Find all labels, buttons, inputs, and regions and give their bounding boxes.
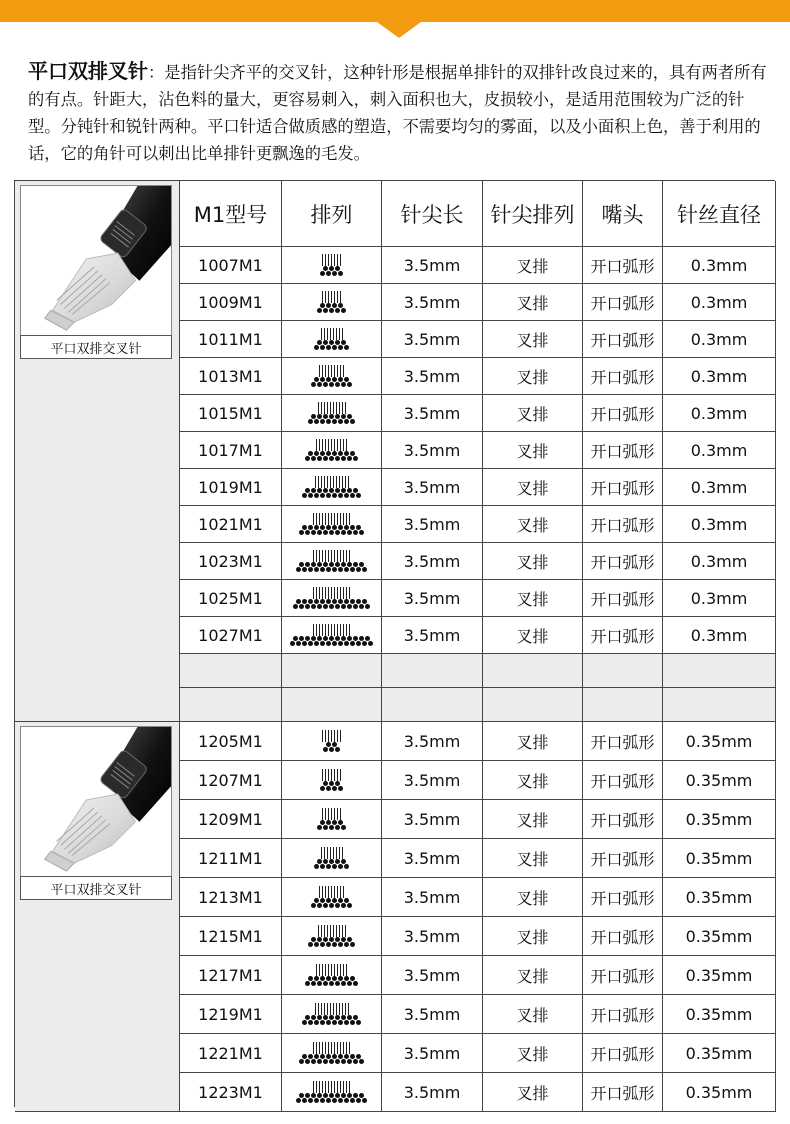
tip-shape-cell-text: 开口弧形 — [590, 367, 655, 387]
tip-arrangement-cell-text: 叉排 — [516, 1005, 549, 1025]
empty-cell — [483, 654, 583, 688]
diameter-cell — [663, 543, 776, 580]
diameter-cell-text: 0.3mm — [690, 255, 748, 275]
diameter-cell — [663, 432, 776, 469]
needle-cartridge-image — [20, 726, 172, 878]
tip-shape-cell-text: 开口弧形 — [590, 771, 655, 791]
model-cell — [180, 506, 282, 543]
diameter-cell-text: 0.3mm — [690, 625, 748, 645]
tip-arrangement-cell-text: 叉排 — [516, 552, 549, 572]
tip-shape-cell — [583, 1073, 663, 1112]
arrangement-cell — [282, 878, 382, 917]
tip-shape-cell-text: 开口弧形 — [590, 478, 655, 498]
empty-cell — [282, 688, 382, 722]
tip-arrangement-cell-text: 叉排 — [516, 589, 549, 609]
arrangement-cell — [282, 1073, 382, 1112]
diameter-cell — [663, 395, 776, 432]
tip-shape-cell — [583, 358, 663, 395]
arrangement-cell — [282, 469, 382, 506]
diameter-cell — [663, 506, 776, 543]
needle-arrangement-icon — [305, 439, 359, 461]
empty-cell — [180, 654, 282, 688]
tip-arrangement-cell — [483, 432, 583, 469]
arrangement-cell — [282, 800, 382, 839]
needle-arrangement-icon — [311, 886, 353, 908]
tip-shape-cell-text: 开口弧形 — [590, 256, 655, 276]
tip-arrangement-cell — [483, 878, 583, 917]
length-cell-text: 3.5mm — [403, 887, 461, 907]
diameter-cell-text: 0.3mm — [690, 477, 748, 497]
model-cell-text: 1211M1 — [198, 848, 263, 868]
needle-arrangement-icon — [311, 365, 353, 387]
arrangement-cell — [282, 543, 382, 580]
tip-arrangement-cell-text: 叉排 — [516, 1044, 549, 1064]
diameter-cell-text: 0.3mm — [690, 403, 748, 423]
tip-arrangement-cell — [483, 995, 583, 1034]
length-cell — [382, 469, 483, 506]
diameter-cell — [663, 956, 776, 995]
length-cell — [382, 917, 483, 956]
model-cell-text: 1219M1 — [198, 1004, 263, 1024]
tip-arrangement-cell-text: 叉排 — [516, 478, 549, 498]
diameter-cell-text: 0.35mm — [685, 809, 753, 829]
tip-shape-cell-text: 开口弧形 — [590, 441, 655, 461]
arrangement-cell — [282, 580, 382, 617]
tip-arrangement-cell-text: 叉排 — [516, 256, 549, 276]
length-cell-text: 3.5mm — [403, 1004, 461, 1024]
tip-arrangement-cell — [483, 580, 583, 617]
length-cell-text: 3.5mm — [403, 1043, 461, 1063]
needle-cartridge-image — [20, 185, 172, 337]
column-header-4-text: 嘴头 — [601, 202, 644, 227]
column-header-0 — [180, 181, 282, 247]
model-cell — [180, 432, 282, 469]
needle-arrangement-icon — [293, 587, 371, 609]
tip-shape-cell — [583, 284, 663, 321]
diameter-cell-text: 0.3mm — [690, 588, 748, 608]
length-cell-text: 3.5mm — [403, 731, 461, 751]
length-cell — [382, 1034, 483, 1073]
diameter-cell — [663, 1073, 776, 1112]
table-grid — [14, 180, 775, 1107]
model-cell — [180, 878, 282, 917]
length-cell-text: 3.5mm — [403, 514, 461, 534]
tip-shape-cell — [583, 469, 663, 506]
model-cell — [180, 722, 282, 761]
tip-arrangement-cell — [483, 917, 583, 956]
model-cell — [180, 580, 282, 617]
tip-shape-cell — [583, 432, 663, 469]
empty-cell — [583, 688, 663, 722]
arrangement-cell — [282, 284, 382, 321]
column-header-2-text: 针尖长 — [400, 202, 464, 227]
diameter-cell — [663, 321, 776, 358]
empty-cell — [382, 654, 483, 688]
empty-cell — [663, 688, 776, 722]
arrangement-cell — [282, 1034, 382, 1073]
diameter-cell — [663, 761, 776, 800]
arrangement-cell — [282, 761, 382, 800]
model-cell-text: 1009M1 — [198, 292, 263, 312]
diameter-cell — [663, 800, 776, 839]
tip-shape-cell-text: 开口弧形 — [590, 626, 655, 646]
empty-cell — [663, 654, 776, 688]
arrangement-cell — [282, 956, 382, 995]
model-cell — [180, 995, 282, 1034]
needle-arrangement-icon — [317, 291, 347, 313]
length-cell — [382, 995, 483, 1034]
length-cell — [382, 878, 483, 917]
model-cell-text: 1223M1 — [198, 1082, 263, 1102]
diameter-cell-text: 0.35mm — [685, 1082, 753, 1102]
model-cell — [180, 761, 282, 800]
model-cell — [180, 617, 282, 654]
tip-arrangement-cell-text: 叉排 — [516, 404, 549, 424]
model-cell — [180, 543, 282, 580]
needle-arrangement-icon — [321, 730, 342, 752]
tip-arrangement-cell — [483, 321, 583, 358]
tip-shape-cell — [583, 995, 663, 1034]
empty-cell — [180, 688, 282, 722]
model-cell-text: 1015M1 — [198, 403, 263, 423]
needle-arrangement-icon — [296, 1081, 368, 1103]
tip-shape-cell — [583, 395, 663, 432]
tip-shape-cell — [583, 617, 663, 654]
banner-arrow — [377, 22, 421, 38]
model-cell-text: 1213M1 — [198, 887, 263, 907]
model-cell — [180, 1034, 282, 1073]
model-cell-text: 1007M1 — [198, 255, 263, 275]
arrangement-cell — [282, 839, 382, 878]
tip-arrangement-cell-text: 叉排 — [516, 515, 549, 535]
model-cell — [180, 247, 282, 284]
product-image-cell — [15, 722, 180, 1112]
tip-arrangement-cell-text: 叉排 — [516, 732, 549, 752]
tip-shape-cell — [583, 247, 663, 284]
tip-arrangement-cell — [483, 761, 583, 800]
diameter-cell-text: 0.3mm — [690, 440, 748, 460]
needle-arrangement-icon — [302, 1003, 362, 1025]
tip-shape-cell — [583, 839, 663, 878]
tip-arrangement-cell-text: 叉排 — [516, 367, 549, 387]
length-cell-text: 3.5mm — [403, 848, 461, 868]
model-cell-text: 1011M1 — [198, 329, 263, 349]
tip-arrangement-cell-text: 叉排 — [516, 626, 549, 646]
length-cell-text: 3.5mm — [403, 255, 461, 275]
column-header-5 — [663, 181, 776, 247]
tip-shape-cell-text: 开口弧形 — [590, 888, 655, 908]
diameter-cell — [663, 722, 776, 761]
length-cell-text: 3.5mm — [403, 770, 461, 790]
tip-arrangement-cell-text: 叉排 — [516, 330, 549, 350]
diameter-cell — [663, 878, 776, 917]
tip-shape-cell-text: 开口弧形 — [590, 515, 655, 535]
column-header-5-text: 针丝直径 — [677, 202, 761, 227]
length-cell-text: 3.5mm — [403, 292, 461, 312]
model-cell-text: 1017M1 — [198, 440, 263, 460]
diameter-cell — [663, 358, 776, 395]
tip-shape-cell — [583, 722, 663, 761]
model-cell — [180, 800, 282, 839]
needle-arrangement-icon — [308, 402, 356, 424]
tip-arrangement-cell — [483, 956, 583, 995]
tip-shape-cell-text: 开口弧形 — [590, 849, 655, 869]
model-cell — [180, 917, 282, 956]
tip-shape-cell-text: 开口弧形 — [590, 966, 655, 986]
diameter-cell — [663, 284, 776, 321]
arrangement-cell — [282, 995, 382, 1034]
length-cell-text: 3.5mm — [403, 551, 461, 571]
length-cell-text: 3.5mm — [403, 625, 461, 645]
tip-shape-cell — [583, 543, 663, 580]
product-caption: 平口双排交叉针 — [20, 876, 172, 900]
diameter-cell — [663, 580, 776, 617]
column-header-3-text: 针尖排列 — [490, 202, 575, 227]
tip-shape-cell — [583, 506, 663, 543]
model-cell-text: 1019M1 — [198, 477, 263, 497]
diameter-cell-text: 0.3mm — [690, 329, 748, 349]
tip-shape-cell — [583, 761, 663, 800]
length-cell-text: 3.5mm — [403, 926, 461, 946]
length-cell — [382, 284, 483, 321]
tip-arrangement-cell-text: 叉排 — [516, 1083, 549, 1103]
length-cell-text: 3.5mm — [403, 403, 461, 423]
length-cell — [382, 321, 483, 358]
diameter-cell-text: 0.3mm — [690, 551, 748, 571]
tip-arrangement-cell — [483, 469, 583, 506]
arrangement-cell — [282, 395, 382, 432]
diameter-cell-text: 0.35mm — [685, 1004, 753, 1024]
empty-cell — [282, 654, 382, 688]
tip-arrangement-cell — [483, 1073, 583, 1112]
model-cell — [180, 839, 282, 878]
intro-title: 平口双排叉针 — [28, 59, 148, 83]
model-cell-text: 1221M1 — [198, 1043, 263, 1063]
length-cell — [382, 617, 483, 654]
length-cell-text: 3.5mm — [403, 329, 461, 349]
model-cell-text: 1021M1 — [198, 514, 263, 534]
arrangement-cell — [282, 617, 382, 654]
column-header-1-text: 排列 — [310, 202, 353, 227]
column-header-2 — [382, 181, 483, 247]
tip-arrangement-cell — [483, 1034, 583, 1073]
tip-arrangement-cell-text: 叉排 — [516, 810, 549, 830]
tip-arrangement-cell-text: 叉排 — [516, 771, 549, 791]
tip-shape-cell — [583, 800, 663, 839]
model-cell-text: 1025M1 — [198, 588, 263, 608]
arrangement-cell — [282, 917, 382, 956]
diameter-cell — [663, 1034, 776, 1073]
tip-shape-cell-text: 开口弧形 — [590, 1044, 655, 1064]
diameter-cell — [663, 917, 776, 956]
length-cell-text: 3.5mm — [403, 588, 461, 608]
model-cell-text: 1027M1 — [198, 625, 263, 645]
tip-arrangement-cell — [483, 284, 583, 321]
model-cell-text: 1205M1 — [198, 731, 263, 751]
empty-cell — [483, 688, 583, 722]
column-header-4 — [583, 181, 663, 247]
length-cell-text: 3.5mm — [403, 440, 461, 460]
diameter-cell — [663, 247, 776, 284]
tip-shape-cell-text: 开口弧形 — [590, 810, 655, 830]
length-cell — [382, 956, 483, 995]
arrangement-cell — [282, 722, 382, 761]
diameter-cell-text: 0.35mm — [685, 887, 753, 907]
diameter-cell — [663, 469, 776, 506]
intro-paragraph — [28, 58, 773, 167]
product-caption: 平口双排交叉针 — [20, 335, 172, 359]
length-cell — [382, 358, 483, 395]
length-cell — [382, 761, 483, 800]
tip-shape-cell — [583, 956, 663, 995]
length-cell — [382, 543, 483, 580]
model-cell — [180, 321, 282, 358]
intro-text: ：是指针尖齐平的交叉针，这种针形是根据单排针的双排针改良过来的，具有两者所有的有点。针距大，沾色料的量大，更容易刺入，刺入面积也大，皮损较小，是适用范围较为广泛的针型。分钝针和锐针两种。平口针适合做质感的塑造，不需要均匀的雾面，以及小面积上色，善于利用的话，它的角针可以刺出比单排针更飘逸的毛发。 — [28, 63, 767, 163]
diameter-cell — [663, 995, 776, 1034]
length-cell-text: 3.5mm — [403, 965, 461, 985]
model-cell-text: 1217M1 — [198, 965, 263, 985]
tip-shape-cell-text: 开口弧形 — [590, 330, 655, 350]
length-cell — [382, 395, 483, 432]
tip-shape-cell-text: 开口弧形 — [590, 589, 655, 609]
tip-shape-cell — [583, 878, 663, 917]
length-cell — [382, 839, 483, 878]
length-cell-text: 3.5mm — [403, 809, 461, 829]
model-cell — [180, 956, 282, 995]
tip-shape-cell — [583, 1034, 663, 1073]
diameter-cell-text: 0.35mm — [685, 731, 753, 751]
length-cell-text: 3.5mm — [403, 1082, 461, 1102]
length-cell — [382, 432, 483, 469]
tip-shape-cell-text: 开口弧形 — [590, 293, 655, 313]
diameter-cell — [663, 839, 776, 878]
tip-arrangement-cell — [483, 543, 583, 580]
model-cell — [180, 284, 282, 321]
length-cell — [382, 722, 483, 761]
needle-arrangement-icon — [320, 769, 344, 791]
arrangement-cell — [282, 432, 382, 469]
tip-shape-cell-text: 开口弧形 — [590, 732, 655, 752]
needle-arrangement-icon — [290, 624, 374, 646]
length-cell — [382, 580, 483, 617]
tip-arrangement-cell — [483, 506, 583, 543]
diameter-cell-text: 0.3mm — [690, 366, 748, 386]
model-cell — [180, 1073, 282, 1112]
model-cell — [180, 358, 282, 395]
tip-shape-cell — [583, 321, 663, 358]
needle-arrangement-icon — [317, 808, 347, 830]
length-cell — [382, 506, 483, 543]
needle-arrangement-icon — [320, 254, 344, 276]
arrangement-cell — [282, 506, 382, 543]
tip-arrangement-cell-text: 叉排 — [516, 888, 549, 908]
model-cell-text: 1215M1 — [198, 926, 263, 946]
tip-arrangement-cell-text: 叉排 — [516, 293, 549, 313]
model-cell-text: 1209M1 — [198, 809, 263, 829]
model-cell — [180, 469, 282, 506]
diameter-cell-text: 0.3mm — [690, 292, 748, 312]
model-cell-text: 1013M1 — [198, 366, 263, 386]
model-cell — [180, 395, 282, 432]
model-cell-text: 1207M1 — [198, 770, 263, 790]
empty-cell — [583, 654, 663, 688]
top-banner — [0, 0, 790, 22]
arrangement-cell — [282, 247, 382, 284]
tip-arrangement-cell-text: 叉排 — [516, 966, 549, 986]
tip-shape-cell — [583, 580, 663, 617]
diameter-cell-text: 0.35mm — [685, 965, 753, 985]
product-image-cell — [15, 181, 180, 722]
diameter-cell — [663, 617, 776, 654]
tip-arrangement-cell — [483, 358, 583, 395]
diameter-cell-text: 0.35mm — [685, 1043, 753, 1063]
needle-arrangement-icon — [299, 1042, 365, 1064]
tip-arrangement-cell-text: 叉排 — [516, 849, 549, 869]
needle-arrangement-icon — [299, 513, 365, 535]
needle-spec-table — [14, 180, 775, 1107]
tip-shape-cell-text: 开口弧形 — [590, 404, 655, 424]
diameter-cell-text: 0.35mm — [685, 848, 753, 868]
length-cell — [382, 247, 483, 284]
length-cell — [382, 800, 483, 839]
needle-arrangement-icon — [314, 847, 350, 869]
needle-arrangement-icon — [302, 476, 362, 498]
column-header-3 — [483, 181, 583, 247]
model-cell-text: 1023M1 — [198, 551, 263, 571]
length-cell — [382, 1073, 483, 1112]
length-cell-text: 3.5mm — [403, 366, 461, 386]
tip-arrangement-cell — [483, 617, 583, 654]
tip-arrangement-cell — [483, 395, 583, 432]
diameter-cell-text: 0.3mm — [690, 514, 748, 534]
tip-arrangement-cell-text: 叉排 — [516, 441, 549, 461]
tip-arrangement-cell — [483, 800, 583, 839]
diameter-cell-text: 0.35mm — [685, 926, 753, 946]
diameter-cell-text: 0.35mm — [685, 770, 753, 790]
length-cell-text: 3.5mm — [403, 477, 461, 497]
tip-shape-cell-text: 开口弧形 — [590, 1005, 655, 1025]
tip-arrangement-cell — [483, 839, 583, 878]
column-header-0-text: M1型号 — [193, 202, 268, 227]
tip-arrangement-cell-text: 叉排 — [516, 927, 549, 947]
arrangement-cell — [282, 358, 382, 395]
tip-shape-cell-text: 开口弧形 — [590, 1083, 655, 1103]
tip-shape-cell-text: 开口弧形 — [590, 552, 655, 572]
tip-shape-cell — [583, 917, 663, 956]
tip-arrangement-cell — [483, 247, 583, 284]
needle-arrangement-icon — [296, 550, 368, 572]
column-header-1 — [282, 181, 382, 247]
empty-cell — [382, 688, 483, 722]
needle-arrangement-icon — [314, 328, 350, 350]
tip-arrangement-cell — [483, 722, 583, 761]
arrangement-cell — [282, 321, 382, 358]
needle-arrangement-icon — [305, 964, 359, 986]
tip-shape-cell-text: 开口弧形 — [590, 927, 655, 947]
needle-arrangement-icon — [308, 925, 356, 947]
